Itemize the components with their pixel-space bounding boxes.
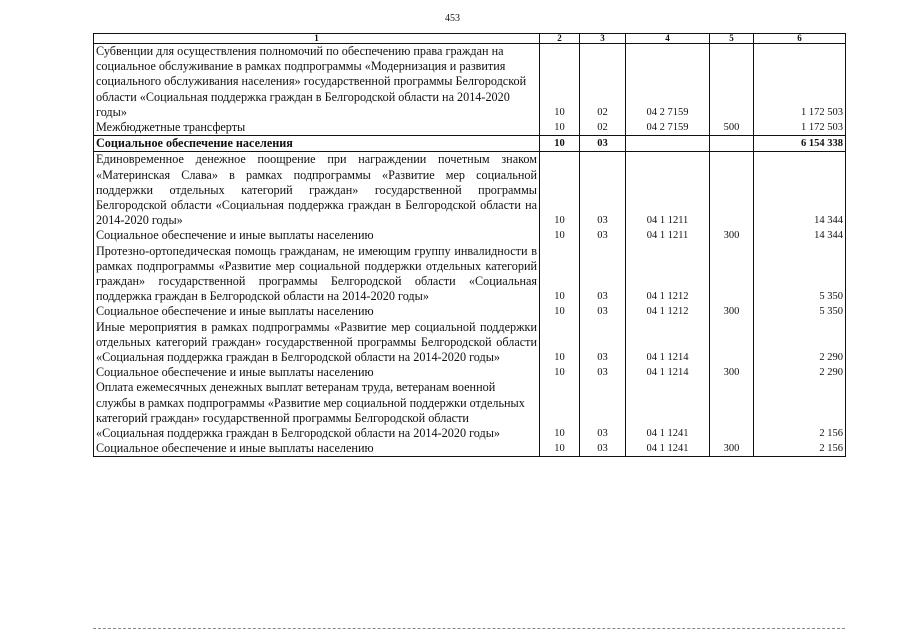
row-name: Социальное обеспечение и иные выплаты населению [94, 228, 540, 243]
budget-table [93, 33, 846, 457]
row-amount: 5 350 [754, 244, 846, 305]
row-amount: 1 172 503 [754, 44, 846, 121]
row-name: Оплата ежемесячных денежных выплат ветеранам труда, ветеранам военной службы в рамках подпрограммы «Развитие мер социальной поддержки отдельных категорий граждан» государственной программы Белгородской области «Социальная поддержка граждан в Белгородской области на 2014-2020 годы» [94, 380, 540, 441]
header-col-5: 5 [710, 34, 754, 44]
row-expense-type: 500 [710, 120, 754, 136]
table-row [94, 152, 846, 229]
row-section: 10 [540, 44, 580, 121]
row-target-article: 04 1 1214 [626, 320, 710, 366]
header-col-1: 1 [94, 34, 540, 44]
row-section: 10 [540, 228, 580, 243]
row-target-article: 04 1 1241 [626, 441, 710, 457]
row-amount: 2 156 [754, 441, 846, 457]
row-subsection: 03 [580, 136, 626, 152]
row-expense-type: 300 [710, 365, 754, 380]
header-col-2: 2 [540, 34, 580, 44]
page-number: 453 [445, 13, 460, 24]
table-row [94, 228, 846, 243]
row-amount: 6 154 338 [754, 136, 846, 152]
row-subsection: 03 [580, 228, 626, 243]
row-target-article: 04 2 7159 [626, 44, 710, 121]
row-expense-type [710, 152, 754, 229]
row-name: Субвенции для осуществления полномочий по обеспечению права граждан на социальное обслуживание в рамках подпрограммы «Модернизация и развития социального обслуживания населения» государственной программы Белгородской области «Социальная поддержка граждан в Белгородской области на 2014-2020 годы» [94, 44, 540, 121]
header-col-3: 3 [580, 34, 626, 44]
row-target-article: 04 1 1214 [626, 365, 710, 380]
row-target-article: 04 1 1211 [626, 228, 710, 243]
row-target-article: 04 1 1211 [626, 152, 710, 229]
table-section-row [94, 136, 846, 152]
row-section: 10 [540, 136, 580, 152]
header-row [94, 34, 846, 44]
row-name: Социальное обеспечение населения [94, 136, 540, 152]
row-expense-type [710, 44, 754, 121]
table-row [94, 304, 846, 319]
row-name: Социальное обеспечение и иные выплаты населению [94, 304, 540, 319]
row-name: Социальное обеспечение и иные выплаты населению [94, 441, 540, 457]
row-name: Протезно-ортопедическая помощь гражданам, не имеющим группу инвалидности в рамках подпрограммы «Развитие мер социальной поддержки отдельных категорий граждан» государственной программы Белгородской области «Социальная поддержка граждан в Белгородской области на 2014-2020 годы» [94, 244, 540, 305]
row-subsection: 03 [580, 441, 626, 457]
row-amount: 2 290 [754, 365, 846, 380]
row-expense-type: 300 [710, 228, 754, 243]
row-target-article [626, 136, 710, 152]
row-section: 10 [540, 365, 580, 380]
row-amount: 2 290 [754, 320, 846, 366]
row-subsection: 03 [580, 365, 626, 380]
row-target-article: 04 1 1241 [626, 380, 710, 441]
row-amount: 2 156 [754, 380, 846, 441]
row-section: 10 [540, 304, 580, 319]
row-expense-type [710, 320, 754, 366]
row-name: Межбюджетные трансферты [94, 120, 540, 136]
row-subsection: 02 [580, 44, 626, 121]
row-section: 10 [540, 380, 580, 441]
header-col-4: 4 [626, 34, 710, 44]
row-expense-type [710, 244, 754, 305]
row-target-article: 04 1 1212 [626, 304, 710, 319]
table-row [94, 44, 846, 121]
row-section: 10 [540, 152, 580, 229]
row-name: Иные мероприятия в рамках подпрограммы «Развитие мер социальной поддержки отдельных категорий граждан» государственной программы Белгородской области «Социальная поддержка граждан в Белгородской области на 2014-2020 годы» [94, 320, 540, 366]
table-body [94, 44, 846, 457]
row-section: 10 [540, 320, 580, 366]
row-section: 10 [540, 120, 580, 136]
row-expense-type: 300 [710, 304, 754, 319]
row-subsection: 03 [580, 244, 626, 305]
header-col-6: 6 [754, 34, 846, 44]
bottom-rule [93, 628, 845, 629]
table-row [94, 441, 846, 457]
row-amount: 14 344 [754, 152, 846, 229]
table-row [94, 244, 846, 305]
row-target-article: 04 1 1212 [626, 244, 710, 305]
row-name: Единовременное денежное поощрение при награждении почетным знаком «Материнская Слава» в рамках подпрограммы «Развитие мер социальной поддержки отдельных категорий граждан» государственной программы Белгородской области «Социальная поддержка граждан в Белгородской области на 2014-2020 годы» [94, 152, 540, 229]
table-row [94, 365, 846, 380]
row-subsection: 03 [580, 320, 626, 366]
row-expense-type [710, 136, 754, 152]
row-amount: 1 172 503 [754, 120, 846, 136]
table-row [94, 320, 846, 366]
row-target-article: 04 2 7159 [626, 120, 710, 136]
row-subsection: 03 [580, 380, 626, 441]
row-section: 10 [540, 244, 580, 305]
row-subsection: 03 [580, 304, 626, 319]
table-row [94, 380, 846, 441]
row-amount: 5 350 [754, 304, 846, 319]
row-expense-type: 300 [710, 441, 754, 457]
row-expense-type [710, 380, 754, 441]
row-subsection: 03 [580, 152, 626, 229]
row-amount: 14 344 [754, 228, 846, 243]
row-name: Социальное обеспечение и иные выплаты населению [94, 365, 540, 380]
row-section: 10 [540, 441, 580, 457]
table-row [94, 120, 846, 136]
row-subsection: 02 [580, 120, 626, 136]
